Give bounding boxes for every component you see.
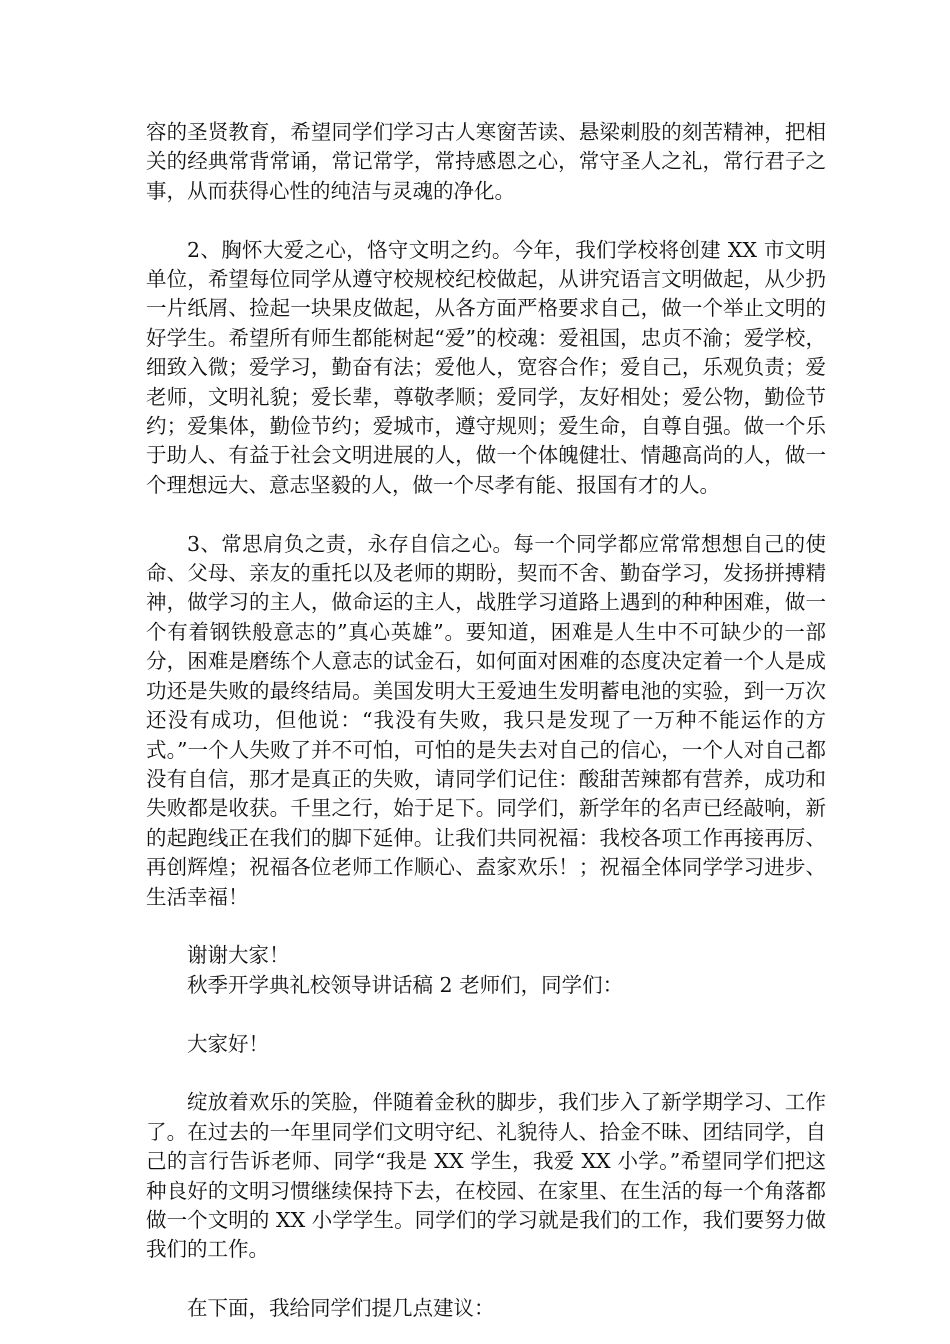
paragraph-gap [146, 1000, 826, 1029]
paragraph-responsibility: 3、常思肩负之责，永存自信之心。每一个同学都应常常想想自己的使命、父母、亲友的重托以及老师的期盼，契而不舍、勤奋学习，发扬拼搏精神，做学习的主人，做命运的主人，战胜学习道路上遇到的种种困难，做一个有着钢铁般意志的”真心英雄”。要知道，困难是人生中不可缺少的一部分，困难是磨练个人意志的试金石，如何面对困难的态度决定着一个人是成功还是失败的最终结局。美国发明大王爱迪生发明蓄电池的实验，到一万次还没有成功，但他说：“我没有失败，我只是发现了一万种不能运作的方式。”一个人失败了并不可怕，可怕的是失去对自己的信心，一个人对自己都没有自信，那才是真正的失败，请同学们记住：酸甜苦辣都有营养，成功和失败都是收获。千里之行，始于足下。同学们，新学年的名声已经敲响，新的起跑线正在我们的脚下延伸。让我们共同祝福：我校各项工作再接再厉、再创辉煌；祝福各位老师工作顺心、盍家欢乐！；祝福全体同学学习进步、生活幸福！ [146, 531, 826, 909]
thanks-line: 谢谢大家！ [187, 943, 290, 968]
paragraph-gap [146, 912, 826, 941]
paragraph-gap [146, 500, 826, 529]
paragraph-gap [146, 1059, 826, 1088]
paragraph-gap [146, 206, 826, 235]
paragraph-new-semester: 绽放着欢乐的笑脸，伴随着金秋的脚步，我们步入了新学期学习、工作了。在过去的一年里同学们文明守纪、礼貌待人、拾金不昧、团结同学，自己的言行告诉老师、同学“我是 XX 学生，我爱 XX 小学。”希望同学们把这种良好的文明习惯继续保持下去，在校园、在家里、在生活的每一个角落都做一个文明的 XX 小学学生。同学们的学习就是我们的工作，我们要努力做我们的工作。 [146, 1090, 826, 1262]
speech-title-line: 秋季开学典礼校领导讲话稿 2 老师们，同学们： [187, 972, 624, 997]
paragraph-gap [146, 1265, 826, 1294]
paragraph-great-love: 2、胸怀大爱之心，恪守文明之约。今年，我们学校将创建 XX 市文明单位，希望每位同学从遵守校规校纪校做起，从讲究语言文明做起，从少扔一片纸屑、捡起一块果皮做起，从各方面严格要求自己，做一个举止文明的好学生。希望所有师生都能树起“爱”的校魂：爱祖国，忠贞不渝；爱学校，细致入微；爱学习，勤奋有法；爱他人，宽容合作；爱自己，乐观负责；爱老师，文明礼貌；爱长辈，尊敬孝顺；爱同学，友好相处；爱公物，勤俭节约；爱集体，勤俭节约；爱城市，遵守规则；爱生命，自尊自强。做一个乐于助人、有益于社会文明进展的人，做一个体魄健壮、情趣高尚的人，做一个理想远大、意志坚毅的人，做一个尽孝有能、报国有才的人。 [146, 237, 826, 497]
greeting-line: 大家好！ [187, 1031, 269, 1056]
document-page [146, 118, 826, 1324]
paragraph-sage-education: 容的圣贤教育，希望同学们学习古人寒窗苦读、悬梁刺股的刻苦精神，把相关的经典常背常诵，常记常学，常持感恩之心，常守圣人之礼，常行君子之事，从而获得心性的纯洁与灵魂的净化。 [146, 120, 826, 203]
suggestions-intro-line: 在下面，我给同学们提几点建议： [187, 1296, 495, 1321]
